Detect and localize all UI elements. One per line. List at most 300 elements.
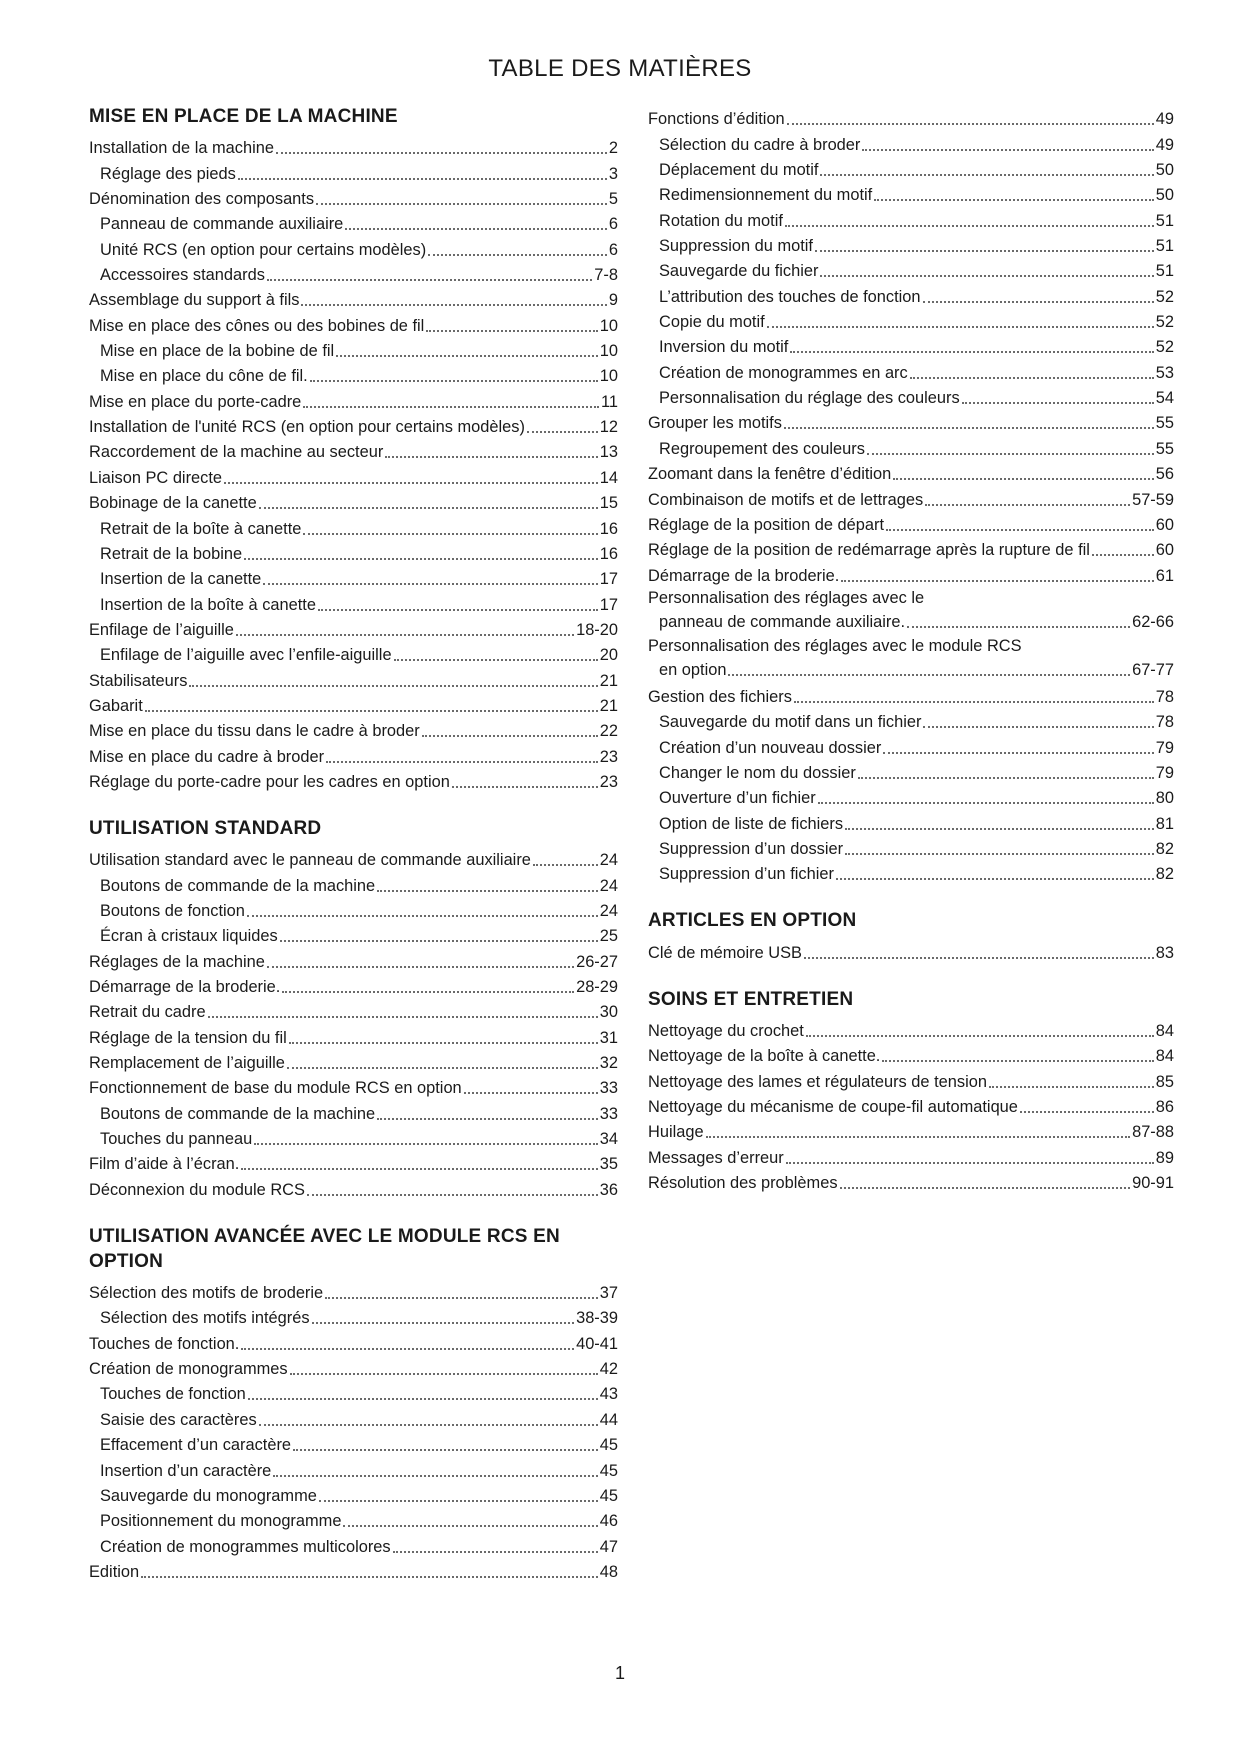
toc-entry-page: 15: [599, 494, 618, 513]
toc-entry[interactable]: [648, 1142, 1174, 1167]
leader-dots: [886, 529, 1154, 531]
toc-entry[interactable]: [648, 180, 1174, 205]
leader-dots: [910, 377, 1154, 379]
toc-entry-title: Mise en place du cadre à broder: [89, 747, 325, 766]
leader-dots: [248, 1398, 598, 1400]
toc-entry[interactable]: [648, 256, 1174, 281]
toc-entry[interactable]: [89, 158, 618, 183]
leader-dots: [289, 1042, 598, 1044]
toc-entry-title: Déconnexion du module RCS: [89, 1180, 305, 1199]
toc-entry[interactable]: [89, 972, 618, 997]
leader-dots: [224, 482, 598, 484]
toc-entry[interactable]: [648, 808, 1174, 833]
toc-entry-page: 24: [599, 901, 618, 920]
toc-entry-title: Redimensionnement du motif: [659, 186, 873, 205]
toc-entry-page: 17: [599, 595, 618, 614]
toc-entry-page: 43: [599, 1385, 618, 1404]
leader-dots: [845, 853, 1154, 855]
toc-entry-page: 56: [1155, 465, 1174, 484]
toc-entry-title: Touches du panneau: [100, 1130, 253, 1149]
toc-entry[interactable]: [648, 205, 1174, 230]
toc-entry-page: 11: [600, 392, 618, 411]
leader-dots: [883, 752, 1153, 754]
toc-entry[interactable]: [89, 260, 618, 285]
toc-entry-page: 85: [1155, 1072, 1174, 1091]
toc-entry[interactable]: [89, 589, 618, 614]
leader-dots: [259, 507, 598, 509]
page-title: TABLE DES MATIÈRES: [488, 55, 752, 82]
toc-entry-page: 49: [1155, 110, 1174, 129]
toc-entry-title: Suppression du motif: [659, 237, 813, 256]
toc-entry-page: 47: [599, 1537, 618, 1556]
leader-dots: [293, 1449, 598, 1451]
toc-entry[interactable]: [648, 535, 1174, 560]
toc-entry-title: Mise en place du tissu dans le cadre à broder: [89, 722, 420, 741]
toc-entry-page: 10: [599, 316, 618, 335]
toc-entry-title: Réglages de la machine: [89, 952, 265, 971]
toc-entry-page: 18-20: [576, 620, 618, 639]
toc-entry-title: Combinaison de motifs et de lettrages: [648, 490, 924, 509]
toc-entry-title: Changer le nom du dossier: [659, 763, 856, 782]
leader-dots: [1092, 554, 1154, 556]
toc-entry-page: 84: [1155, 1021, 1174, 1040]
toc-entry-page: 46: [599, 1512, 618, 1531]
toc-entry-title: Insertion de la boîte à canette: [100, 595, 316, 614]
leader-dots: [267, 279, 592, 281]
toc-entry-page: 32: [599, 1054, 618, 1073]
toc-entry-page: 16: [599, 544, 618, 563]
toc-entry[interactable]: [89, 285, 618, 310]
leader-dots: [267, 966, 574, 968]
leader-dots: [326, 761, 598, 763]
leader-dots: [241, 1168, 597, 1170]
toc-entry[interactable]: [89, 1506, 618, 1531]
toc-entry-title: Installation de l'unité RCS (en option pour certains modèles): [89, 418, 525, 437]
toc-entry[interactable]: [648, 433, 1174, 458]
toc-entry[interactable]: [648, 484, 1174, 509]
leader-dots: [244, 558, 598, 560]
toc-entry-title: Création de monogrammes: [89, 1360, 288, 1379]
toc-entry[interactable]: [89, 361, 618, 386]
toc-entry[interactable]: [648, 634, 1174, 682]
toc-entry-title: Gestion des fichiers: [648, 687, 792, 706]
toc-entry-page: 62-66: [1132, 612, 1174, 631]
toc-entry-page: 51: [1155, 237, 1174, 256]
toc-entry[interactable]: [648, 231, 1174, 256]
leader-dots: [394, 659, 598, 661]
toc-entry-title: Inversion du motif: [659, 338, 789, 357]
leader-dots: [241, 1348, 574, 1350]
leader-dots: [247, 915, 598, 917]
toc-entry[interactable]: [648, 510, 1174, 535]
toc-entry-page: 25: [599, 927, 618, 946]
toc-entry-page: 54: [1155, 389, 1174, 408]
toc-entry-title: Utilisation standard avec le panneau de commande auxiliaire: [89, 851, 531, 870]
toc-entry-page: 34: [599, 1130, 618, 1149]
toc-entry-title: Personnalisation des réglages avec le module RCS: [648, 636, 1022, 655]
toc-entry-title: Positionnement du monogramme: [100, 1512, 342, 1531]
leader-dots: [820, 275, 1153, 277]
leader-dots: [706, 1136, 1130, 1138]
toc-entry-page: 86: [1155, 1098, 1174, 1116]
toc-entry[interactable]: [89, 767, 618, 792]
leader-dots: [858, 777, 1154, 779]
toc-entry-page: 3: [608, 164, 618, 183]
leader-dots: [452, 786, 598, 788]
leader-dots: [786, 1162, 1154, 1164]
toc-entry-page: 57-59: [1132, 490, 1174, 509]
toc-entry-page: 87-88: [1132, 1123, 1174, 1142]
toc-entry[interactable]: [89, 184, 618, 209]
toc-entry-title: Suppression d’un fichier: [659, 865, 834, 884]
toc-entry-title: Unité RCS (en option pour certains modèles): [100, 240, 427, 259]
toc-entry-page: 33: [599, 1104, 618, 1123]
toc-entry-title: Effacement d’un caractère: [100, 1436, 292, 1455]
toc-entry-title-continued: en option: [659, 660, 727, 679]
leader-dots: [962, 402, 1154, 404]
toc-entry[interactable]: [648, 332, 1174, 357]
toc-entry-page: 6: [608, 240, 618, 259]
toc-entry-page: 33: [599, 1079, 618, 1098]
toc-entry-title: Raccordement de la machine au secteur: [89, 443, 384, 462]
toc-entry[interactable]: [89, 1354, 618, 1379]
leader-dots: [290, 1373, 598, 1375]
leader-dots: [836, 878, 1154, 880]
toc-entry[interactable]: [648, 459, 1174, 484]
leader-dots: [815, 250, 1154, 252]
toc-entry[interactable]: [89, 1022, 618, 1047]
toc-entry[interactable]: [648, 1016, 1174, 1041]
leader-dots: [874, 199, 1154, 201]
toc-entry[interactable]: [648, 707, 1174, 732]
toc-entry[interactable]: [89, 896, 618, 921]
toc-entry[interactable]: [648, 758, 1174, 783]
toc-entry[interactable]: [648, 586, 1174, 634]
toc-entry[interactable]: [89, 640, 618, 665]
toc-entry[interactable]: [89, 1098, 618, 1123]
leader-dots: [1020, 1111, 1154, 1113]
toc-entry[interactable]: [89, 336, 618, 361]
leader-dots: [428, 254, 607, 256]
leader-dots: [263, 583, 597, 585]
toc-entry-page: 7-8: [594, 266, 618, 285]
toc-entry-title: Réglage de la position de redémarrage après la rupture de fil: [648, 541, 1090, 560]
toc-entry-page: 6: [608, 215, 618, 234]
leader-dots: [189, 685, 597, 687]
toc-entry-title: Insertion d’un caractère: [100, 1461, 272, 1480]
toc-entry[interactable]: [89, 946, 618, 971]
leader-dots: [989, 1086, 1154, 1088]
toc-entry[interactable]: [89, 921, 618, 946]
toc-entry-title: Réglage du porte-cadre pour les cadres en option: [89, 772, 450, 791]
toc-entry[interactable]: [89, 1328, 618, 1353]
toc-entry-page: 5: [608, 190, 618, 209]
leader-dots: [925, 504, 1130, 506]
toc-entry-title: Fonctions d’édition: [648, 110, 785, 129]
toc-entry[interactable]: [89, 691, 618, 716]
page-number: 1: [614, 1663, 625, 1683]
toc-entry-page: 60: [1155, 515, 1174, 534]
toc-entry-page: 61: [1155, 566, 1174, 585]
toc-entry-title: Retrait de la boîte à canette: [100, 519, 302, 538]
toc-entry-page: 21: [599, 671, 618, 690]
toc-entry[interactable]: [89, 1303, 618, 1328]
toc-entry-page: 89: [1155, 1148, 1174, 1167]
toc-entry[interactable]: [648, 307, 1174, 332]
toc-entry[interactable]: [89, 133, 618, 158]
toc-entry-title: Huilage: [648, 1123, 704, 1142]
toc-entry-title: Démarrage de la broderie.: [89, 978, 281, 996]
toc-entry[interactable]: [89, 539, 618, 564]
toc-entry-page: 23: [599, 772, 618, 791]
toc-entry[interactable]: [648, 104, 1174, 129]
toc-entry-page: 49: [1155, 135, 1174, 154]
toc-entry[interactable]: [648, 783, 1174, 808]
toc-entry-page: 30: [599, 1003, 618, 1022]
toc-entry[interactable]: [648, 937, 1174, 962]
toc-entry-page: 42: [599, 1360, 618, 1379]
toc-entry-title: Sélection du cadre à broder: [659, 135, 861, 154]
toc-entry-title: Fonctionnement de base du module RCS en option: [89, 1079, 462, 1098]
toc-entry[interactable]: [648, 408, 1174, 433]
toc-entry-page: 67-77: [1132, 660, 1174, 679]
toc-entry[interactable]: [648, 732, 1174, 757]
leader-dots: [377, 890, 598, 892]
leader-dots: [343, 1525, 597, 1527]
leader-dots: [862, 149, 1153, 151]
toc-entry-title: Ouverture d’un fichier: [659, 789, 816, 808]
toc-entry[interactable]: [89, 1073, 618, 1098]
toc-entry[interactable]: [648, 1168, 1174, 1193]
toc-entry[interactable]: [89, 1430, 618, 1455]
toc-entry-page: 55: [1155, 439, 1174, 458]
toc-entry-page: 13: [599, 443, 618, 462]
toc-entry-page: 10: [599, 342, 618, 361]
toc-entry[interactable]: [89, 564, 618, 589]
toc-entry-page: 44: [599, 1410, 618, 1429]
toc-entry-page: 48: [599, 1562, 618, 1581]
leader-dots: [426, 330, 597, 332]
toc-entry-page: 38-39: [576, 1309, 618, 1328]
toc-entry[interactable]: [648, 281, 1174, 306]
toc-entry[interactable]: [89, 386, 618, 411]
toc-entry-page: 24: [599, 876, 618, 895]
toc-entry-page: 28-29: [576, 978, 618, 996]
toc-entry[interactable]: [89, 997, 618, 1022]
toc-entry[interactable]: [648, 682, 1174, 707]
toc-entry[interactable]: [648, 357, 1174, 382]
toc-entry[interactable]: [89, 209, 618, 234]
toc-entry-page: 81: [1155, 814, 1174, 833]
leader-dots: [336, 355, 598, 357]
toc-entry[interactable]: [648, 1041, 1174, 1066]
toc-left-column: [89, 104, 618, 1582]
leader-dots: [385, 456, 597, 458]
toc-entry-page: 51: [1155, 262, 1174, 281]
toc-entry[interactable]: [648, 834, 1174, 859]
toc-entry-page: 9: [608, 291, 618, 310]
leader-dots: [784, 427, 1154, 429]
toc-entry[interactable]: [89, 462, 618, 487]
leader-dots: [238, 178, 607, 180]
toc-entry[interactable]: [89, 1455, 618, 1480]
leader-dots: [303, 533, 597, 535]
leader-dots: [325, 1297, 598, 1299]
toc-entry[interactable]: [89, 741, 618, 766]
toc-entry-title: Assemblage du support à fils: [89, 291, 300, 310]
toc-entry-page: 79: [1155, 738, 1174, 757]
section-heading: UTILISATION STANDARD: [89, 817, 322, 839]
toc-entry-page: 60: [1155, 541, 1174, 560]
toc-entry-title: Mise en place du porte-cadre: [89, 392, 302, 411]
toc-entry-page: 52: [1155, 338, 1174, 357]
toc-entry-title: Dénomination des composants: [89, 190, 315, 209]
leader-dots: [345, 228, 607, 230]
toc-entry[interactable]: [89, 1124, 618, 1149]
toc-entry-page: 50: [1155, 161, 1174, 180]
toc-entry-page: 53: [1155, 363, 1174, 382]
toc-entry-title: Rotation du motif: [659, 211, 783, 230]
toc-entry-title: Option de liste de fichiers: [659, 814, 844, 833]
leader-dots: [818, 802, 1154, 804]
toc-entry-page: 35: [599, 1155, 618, 1174]
toc-entry[interactable]: [89, 310, 618, 335]
toc-entry[interactable]: [89, 412, 618, 437]
toc-entry-title: Panneau de commande auxiliaire: [100, 215, 344, 234]
leader-dots: [907, 626, 1130, 628]
toc-entry-page: 52: [1155, 313, 1174, 332]
toc-entry-page: 45: [599, 1461, 618, 1480]
toc-entry[interactable]: [89, 870, 618, 895]
toc-right-column: [648, 104, 1174, 1193]
section-heading: SOINS ET ENTRETIEN: [648, 988, 854, 1010]
toc-entry-page: 20: [599, 646, 618, 665]
toc-entry-title: Grouper les motifs: [648, 414, 782, 433]
toc-entry-title: Création de monogrammes multicolores: [100, 1537, 391, 1556]
leader-dots: [840, 1187, 1131, 1189]
toc-entry[interactable]: [648, 560, 1174, 585]
toc-entry-title: Nettoyage de la boîte à canette.: [648, 1047, 881, 1066]
toc-entry-page: 78: [1155, 713, 1174, 732]
leader-dots: [236, 634, 574, 636]
toc-entry-title: Démarrage de la broderie.: [648, 566, 840, 585]
toc-entry-page: 14: [599, 468, 618, 487]
section-heading: MISE EN PLACE DE LA MACHINE: [89, 106, 398, 127]
toc-entry-page: 80: [1155, 789, 1174, 808]
toc-entry[interactable]: [89, 1048, 618, 1073]
toc-entry[interactable]: [89, 234, 618, 259]
toc-entry-title: Mise en place du cône de fil.: [100, 367, 308, 386]
toc-entry-title: Boutons de commande de la machine: [100, 1104, 376, 1123]
toc-entry-page: 37: [599, 1284, 618, 1303]
toc-entry[interactable]: [648, 155, 1174, 180]
leader-dots: [794, 701, 1154, 703]
leader-dots: [767, 326, 1154, 328]
toc-entry-page: 90-91: [1132, 1174, 1174, 1193]
toc-entry[interactable]: [648, 1092, 1174, 1117]
toc-entry-page: 40-41: [576, 1334, 618, 1353]
toc-entry[interactable]: [89, 1174, 618, 1199]
leader-dots: [867, 453, 1154, 455]
leader-dots: [319, 1500, 598, 1502]
toc-entry-page: 21: [599, 696, 618, 715]
leader-dots: [316, 203, 607, 205]
toc-entry[interactable]: [89, 1481, 618, 1506]
toc-entry[interactable]: [89, 665, 618, 690]
leader-dots: [728, 674, 1130, 676]
toc-entry-page: 55: [1155, 414, 1174, 433]
toc-entry-title: Sauvegarde du fichier: [659, 262, 819, 281]
leader-dots: [845, 828, 1154, 830]
toc-entry-title: Saisie des caractères: [100, 1410, 257, 1429]
toc-entry-title: Messages d’erreur: [648, 1148, 784, 1167]
toc-entry-title: Personnalisation des réglages avec le: [648, 588, 925, 607]
toc-entry[interactable]: [89, 488, 618, 513]
toc-entry[interactable]: [648, 383, 1174, 408]
toc-entry-title: Enfilage de l’aiguille avec l’enfile-aiguille: [100, 646, 392, 665]
leader-dots: [393, 1551, 598, 1553]
toc-entry-title: Installation de la machine: [89, 139, 274, 158]
toc-entry[interactable]: [648, 1066, 1174, 1091]
toc-entry[interactable]: [648, 1117, 1174, 1142]
toc-entry-title: Remplacement de l’aiguille: [89, 1054, 285, 1073]
toc-entry-title: Enfilage de l’aiguille: [89, 620, 234, 639]
toc-entry[interactable]: [89, 1531, 618, 1556]
toc-entry-title-continued: panneau de commande auxiliaire.: [659, 612, 906, 631]
toc-entry-page: 24: [599, 851, 618, 870]
toc-entry-page: 82: [1155, 865, 1174, 884]
toc-entry-title: Réglage de la tension du fil: [89, 1028, 287, 1047]
toc-entry-title: Sauvegarde du monogramme: [100, 1486, 317, 1505]
toc-entry-title: Retrait du cadre: [89, 1003, 206, 1022]
toc-entry-title: Copie du motif: [659, 313, 765, 332]
toc-entry[interactable]: [648, 129, 1174, 154]
toc-entry-title: Clé de mémoire USB: [648, 943, 802, 962]
toc-entry[interactable]: [89, 615, 618, 640]
toc-entry[interactable]: [89, 1278, 618, 1303]
toc-entry[interactable]: [89, 437, 618, 462]
toc-entry-title: Touches de fonction: [100, 1385, 246, 1404]
toc-entry-title: Boutons de commande de la machine: [100, 876, 376, 895]
toc-entry-title: Création de monogrammes en arc: [659, 363, 908, 382]
toc-entry-page: 52: [1155, 287, 1174, 306]
leader-dots: [422, 735, 598, 737]
leader-dots: [282, 991, 574, 993]
leader-dots: [280, 940, 598, 942]
toc-entry-page: 83: [1155, 943, 1174, 962]
toc-entry[interactable]: [89, 1379, 618, 1404]
leader-dots: [303, 406, 599, 408]
leader-dots: [310, 380, 598, 382]
leader-dots: [785, 225, 1154, 227]
leader-dots: [254, 1143, 598, 1145]
toc-entry[interactable]: [89, 716, 618, 741]
leader-dots: [527, 431, 598, 433]
toc-entry[interactable]: [89, 1404, 618, 1429]
toc-entry[interactable]: [89, 1557, 618, 1582]
toc-entry[interactable]: [89, 1149, 618, 1174]
toc-entry[interactable]: [89, 513, 618, 538]
toc-entry[interactable]: [89, 845, 618, 870]
toc-entry-title: Personnalisation du réglage des couleurs: [659, 389, 960, 408]
leader-dots: [287, 1067, 598, 1069]
toc-entry[interactable]: [648, 859, 1174, 884]
toc-entry-title: Nettoyage des lames et régulateurs de tension: [648, 1072, 987, 1091]
leader-dots: [464, 1092, 598, 1094]
toc-entry-title: Film d’aide à l’écran.: [89, 1155, 240, 1174]
toc-entry-title: Écran à cristaux liquides: [100, 927, 278, 946]
leader-dots: [145, 710, 598, 712]
